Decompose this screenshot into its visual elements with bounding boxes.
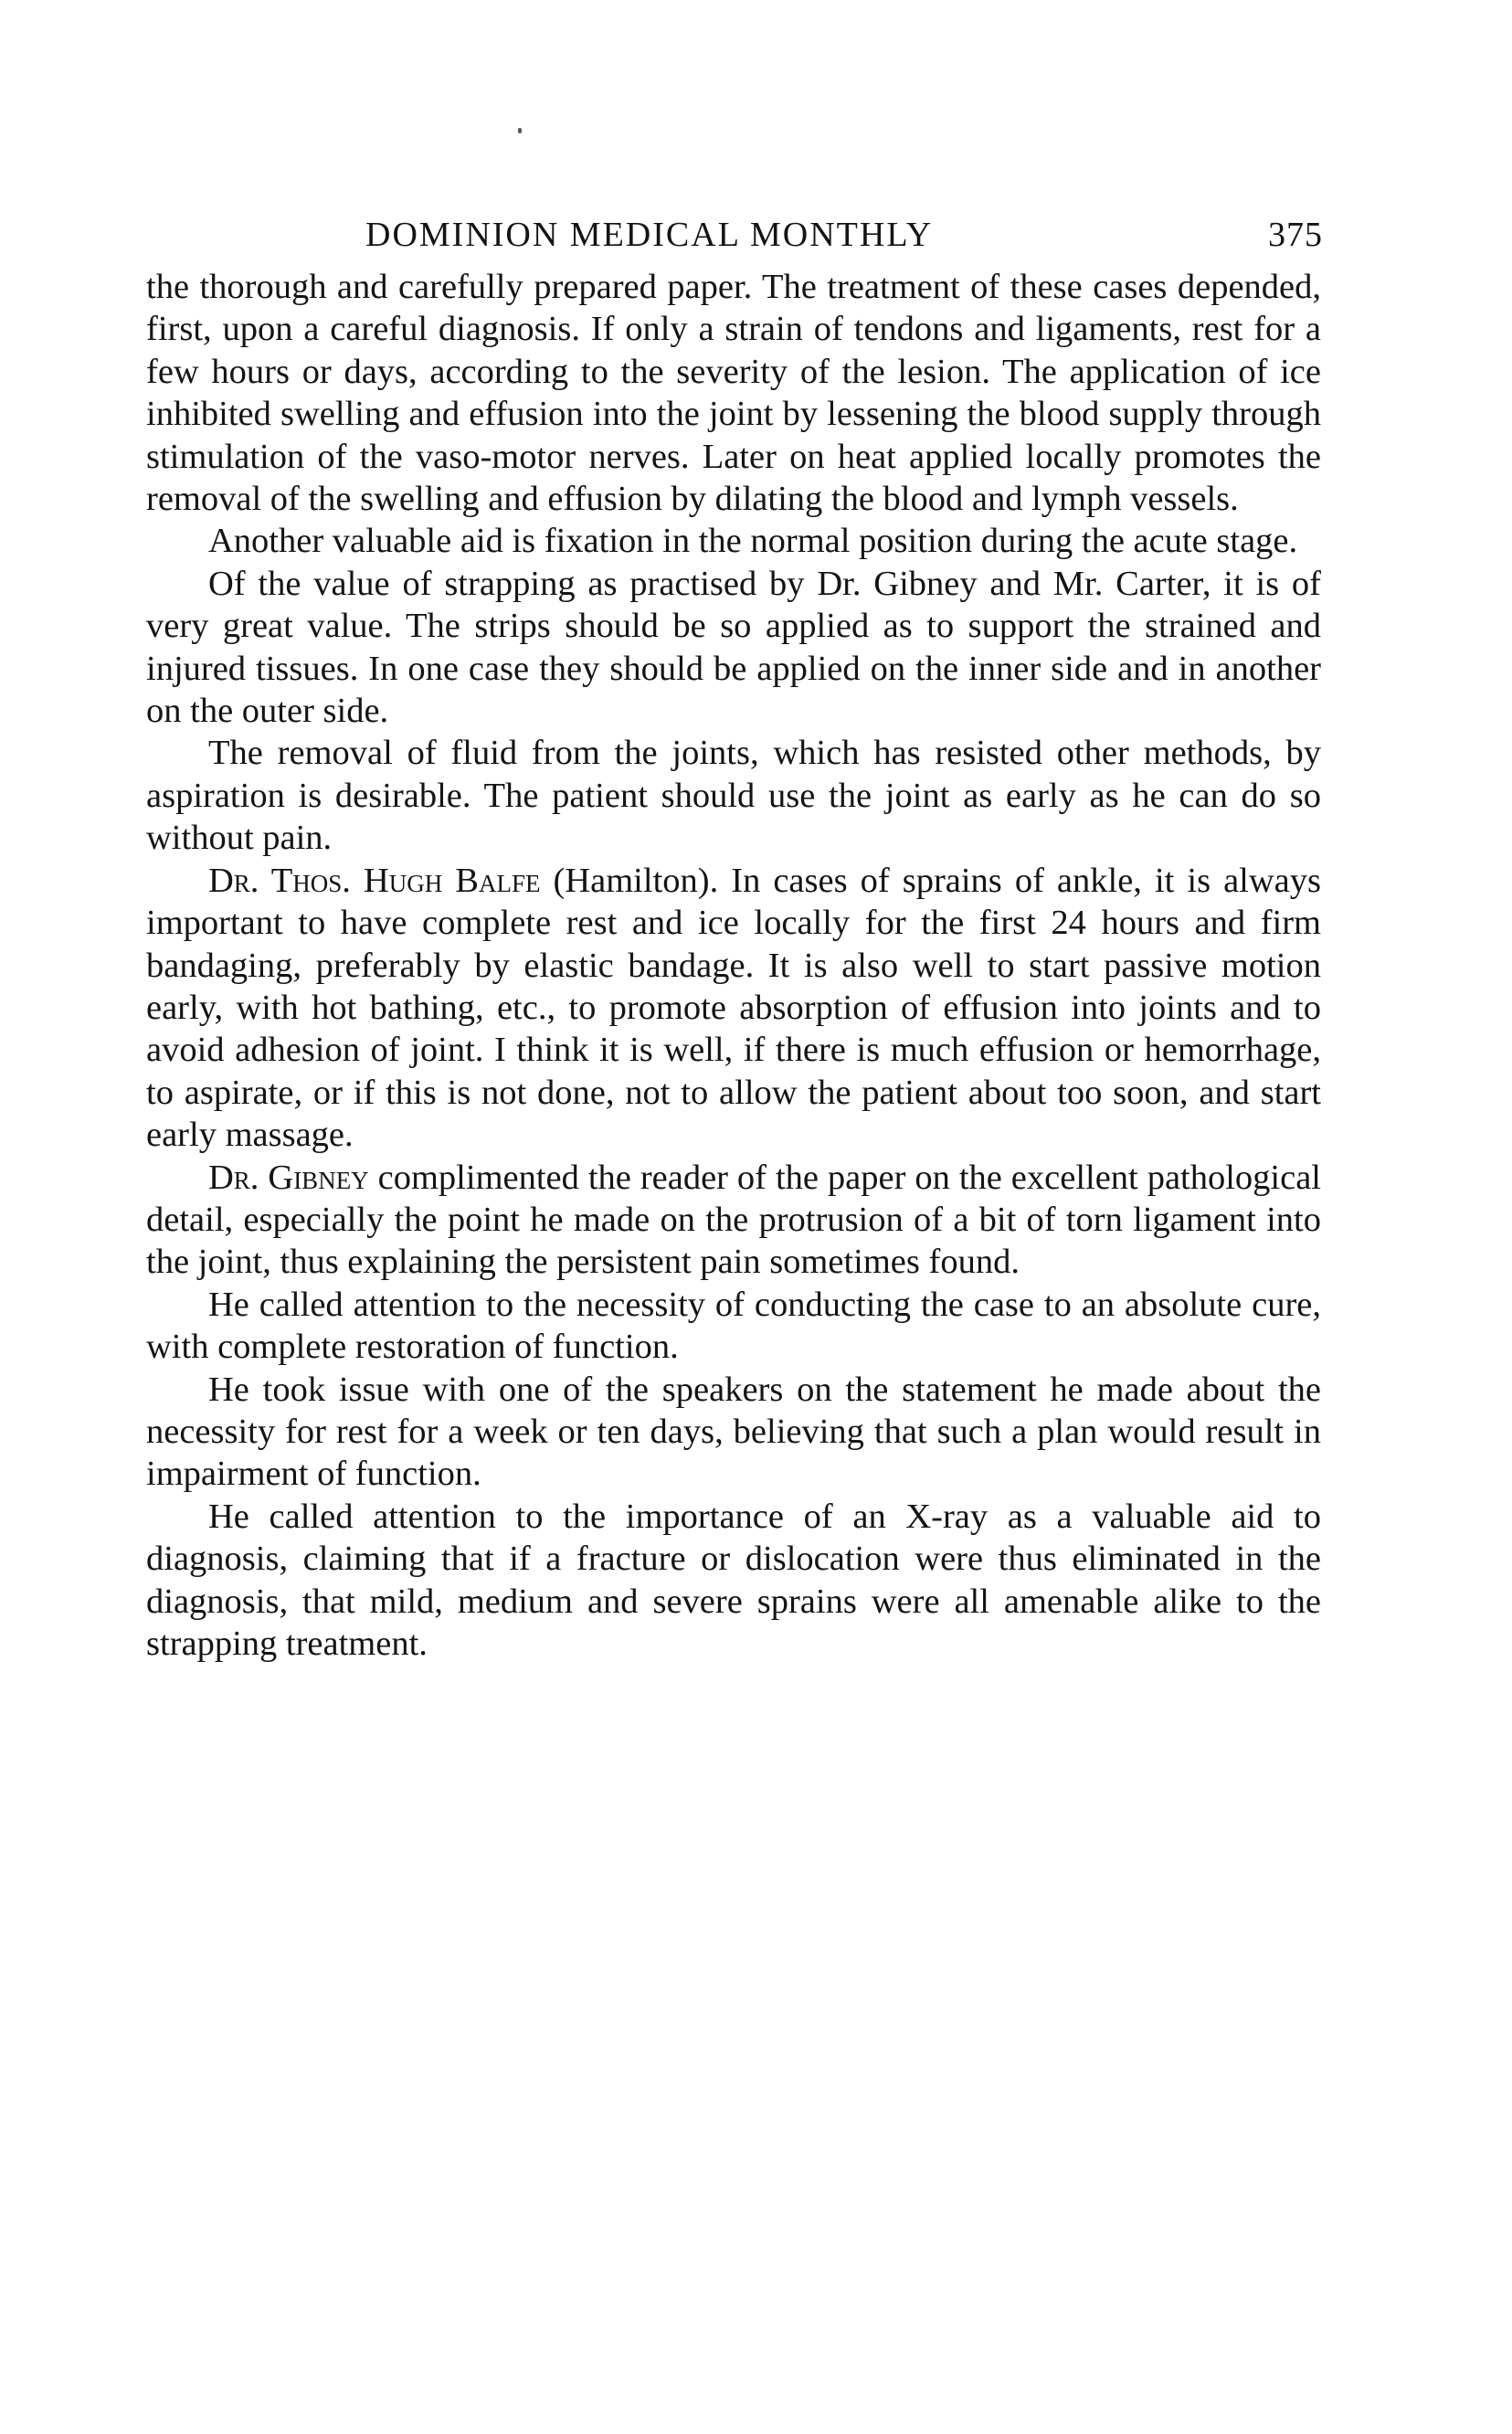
paragraph-strapping: Of the value of strapping as practised by Dr. Gibney and Mr. Carter, it is of very great value. The strips should be so applied as to support the strained and injured tissues. In one case they should be applied on the inner side and in another on the outer side. — [146, 564, 1321, 731]
speaker-name-balfe: Dr. Thos. Hugh Balfe — [208, 861, 541, 900]
document-page — [146, 215, 1321, 1665]
paragraph-fixation: Another valuable aid is fixation in the normal position during the acute stage. — [208, 522, 1298, 561]
paragraph-gibney-text: complimented the reader of the paper on the excellent pathological detail, especially the point he made on the protrusion of a bit of torn ligament into the joint, thus explaining the persistent pain sometimes found. — [146, 1158, 1321, 1282]
journal-title: DOMINION MEDICAL MONTHLY — [365, 216, 934, 254]
speaker-name-gibney: Dr. Gibney — [208, 1158, 369, 1197]
paragraph-rest-issue: He took issue with one of the speakers on the statement he made about the necessity for rest for a week or ten days, believing that such a plan would result in impairment of function. — [146, 1370, 1321, 1494]
page-number: 375 — [1268, 216, 1323, 254]
paragraph-absolute-cure: He called attention to the necessity of conducting the case to an absolute cure, with complete restoration of function. — [146, 1285, 1321, 1367]
print-speck — [518, 128, 522, 133]
paragraph-balfe — [146, 860, 1321, 1157]
paragraph-gibney — [146, 1157, 1321, 1284]
paragraph-continuation: the thorough and carefully prepared paper. The treatment of these cases depended, first, upon a careful diagnosis. If only a strain of tendons and ligaments, rest for a few hours or days, according to the severity of the lesion. The application of ice inhibited swelling and effusion into the joint by lessening the blood supply through stimulation of the vaso-motor nerves. Later on heat applied locally promotes the removal of the swelling and effusion by dilating the blood and lymph vessels. — [146, 268, 1321, 519]
paragraph-x-ray: He called attention to the importance of an X-ray as a valuable aid to diagnosis, claiming that if a fracture or dislocation were thus eliminated in the diagnosis, that mild, medium and severe sprains were all amenable alike to the strapping treatment. — [146, 1497, 1321, 1663]
paragraph-balfe-text: (Hamilton). In cases of sprains of ankle, it is always important to have complete rest and ice locally for the first 24 hours and firm bandaging, preferably by elastic bandage. It is also well to start passive motion early, with hot bathing, etc., to promote absorption of effusion into joints and to avoid adhesion of joint. I think it is well, if there is much effusion or hemorrhage, to aspirate, or if this is not done, not to allow the patient about too soon, and start early massage. — [146, 861, 1321, 1155]
article-body — [146, 266, 1321, 1665]
running-head — [146, 215, 1321, 270]
paragraph-aspiration: The removal of fluid from the joints, which has resisted other methods, by aspiration is desirable. The patient should use the joint as early as he can do so without pain. — [146, 734, 1321, 858]
